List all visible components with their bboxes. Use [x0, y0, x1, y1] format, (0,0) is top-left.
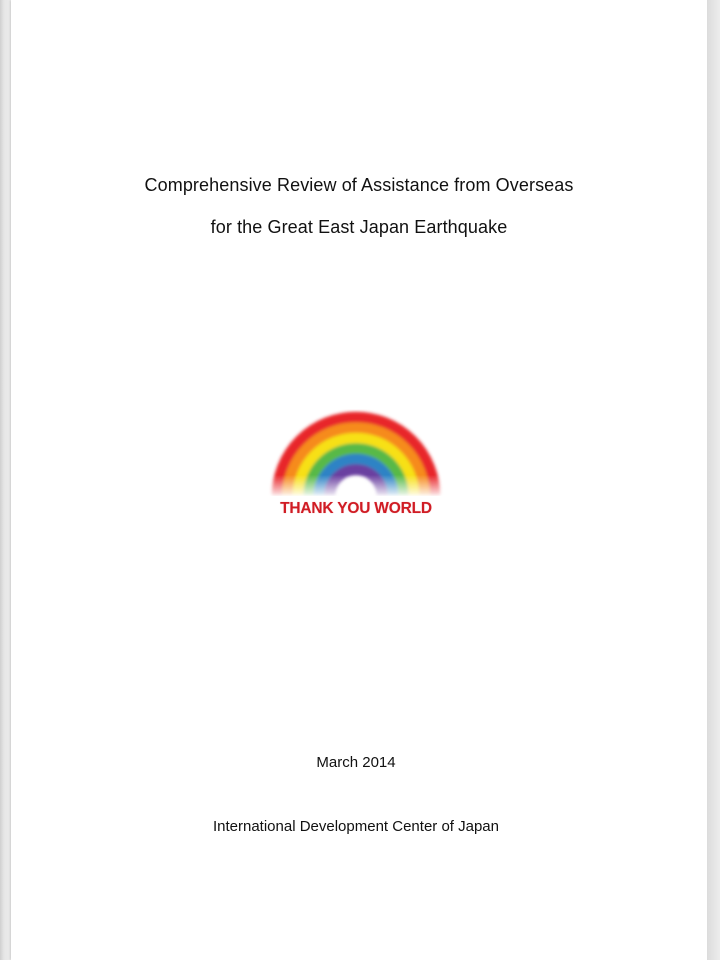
- document-publisher: International Development Center of Japan: [212, 818, 499, 835]
- document-title-line-2: for the Great East Japan Earthquake: [210, 217, 508, 237]
- document-title-line-1: Comprehensive Review of Assistance from Overseas: [144, 175, 574, 195]
- thank-you-world-logo: [266, 400, 446, 528]
- rainbow-band: [330, 470, 383, 496]
- thank-you-world-text: THANK YOU WORLD: [280, 500, 432, 517]
- document-page: [11, 0, 707, 960]
- document-date: March 2014: [316, 754, 396, 771]
- rainbow-icon: [266, 400, 446, 496]
- viewer-right-edge: [707, 0, 720, 960]
